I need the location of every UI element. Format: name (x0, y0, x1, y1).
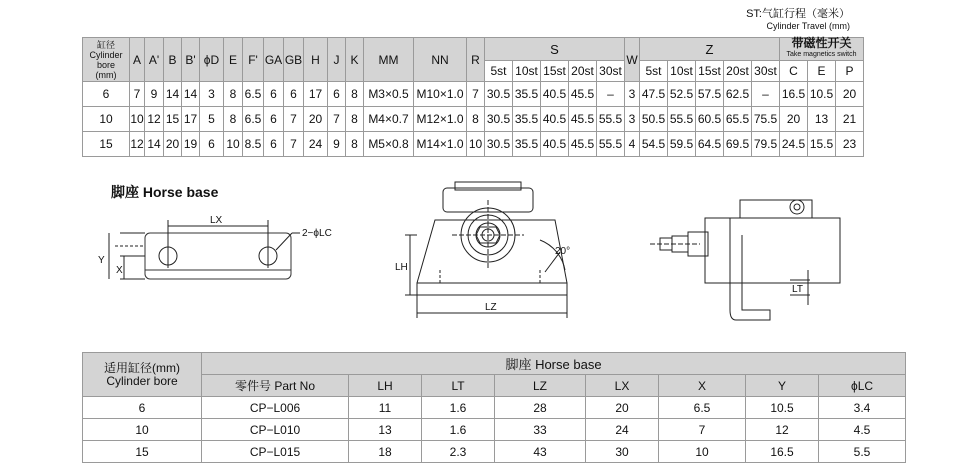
dim-cell: 8 (346, 107, 364, 132)
dim-label-lc: 2−ϕLC (302, 228, 332, 239)
dim-label-angle: 20° (555, 246, 571, 257)
bore-cell: 6 (83, 82, 130, 107)
switch-cell: 21 (836, 107, 864, 132)
horse-col-header: X (659, 375, 746, 397)
table-row (83, 82, 864, 107)
s-cell: 45.5 (569, 107, 597, 132)
s-cell: 45.5 (569, 132, 597, 157)
switch-col-label: P (836, 61, 864, 82)
horse-cell: 2.3 (422, 441, 495, 463)
dim-cell: M14×1.0 (414, 132, 467, 157)
dim-cell: 15 (164, 107, 182, 132)
dim-label-lz: LZ (485, 302, 497, 313)
table-row (83, 441, 906, 463)
col-header: MM (364, 38, 414, 82)
horse-base-table (82, 352, 906, 463)
horse-cell: 5.5 (819, 441, 906, 463)
z-cell: 52.5 (668, 82, 696, 107)
dim-cell: 14 (182, 82, 200, 107)
dim-cell: 5 (200, 107, 224, 132)
s-stroke-label: 10st (513, 61, 541, 82)
z-cell: 47.5 (640, 82, 668, 107)
dim-cell: M10×1.0 (414, 82, 467, 107)
col-header: E (224, 38, 243, 82)
switch-col-label: C (780, 61, 808, 82)
s-stroke-label: 15st (541, 61, 569, 82)
side-view-drawing (650, 200, 840, 320)
switch-col-label: E (808, 61, 836, 82)
dim-cell: 6.5 (243, 82, 264, 107)
w-header: W (625, 38, 640, 82)
bore-cell: 6 (83, 397, 202, 419)
dim-label-lt: LT (792, 284, 803, 295)
horse-base-drawings (0, 170, 954, 345)
section-title: 脚座 Horse base (111, 184, 219, 200)
horse-cell: 33 (495, 419, 586, 441)
dim-cell: 12 (130, 132, 145, 157)
dim-cell: 7 (284, 132, 304, 157)
dim-cell: 6 (200, 132, 224, 157)
col-header: J (328, 38, 346, 82)
col-header: A (130, 38, 145, 82)
dim-label-lh: LH (395, 262, 408, 273)
s-cell: – (597, 82, 625, 107)
dim-label-y: Y (98, 255, 105, 266)
horse-col-header: ϕLC (819, 375, 906, 397)
table-row (83, 107, 864, 132)
table-row (83, 419, 906, 441)
col-header: GA (264, 38, 284, 82)
horse-cell: 6.5 (659, 397, 746, 419)
horse-bore-header (83, 353, 202, 397)
horse-cell: 24 (586, 419, 659, 441)
bore-cell: 15 (83, 441, 202, 463)
cylinder-travel-caption (746, 8, 850, 32)
z-cell: 57.5 (696, 82, 724, 107)
dim-cell: 17 (182, 107, 200, 132)
horse-cell: 20 (586, 397, 659, 419)
horse-cell: CP−L010 (202, 419, 349, 441)
col-header: R (467, 38, 485, 82)
bore-header-en: Cylinder bore (89, 49, 123, 70)
dim-cell: 19 (182, 132, 200, 157)
switch-header-cn: 带磁性开关 (791, 36, 852, 50)
w-cell: 3 (625, 107, 640, 132)
horse-cell: CP−L015 (202, 441, 349, 463)
horse-cell: 3.4 (819, 397, 906, 419)
s-cell: 35.5 (513, 82, 541, 107)
horse-col-header: LX (586, 375, 659, 397)
s-cell: 45.5 (569, 82, 597, 107)
horse-col-header: Y (746, 375, 819, 397)
col-header: ϕD (200, 38, 224, 82)
horse-col-header: LZ (495, 375, 586, 397)
dim-cell: 14 (164, 82, 182, 107)
dim-cell: 8.5 (243, 132, 264, 157)
dim-cell: 8 (224, 82, 243, 107)
z-cell: 79.5 (752, 132, 780, 157)
base-plate-drawing (109, 220, 300, 279)
dim-cell: 6 (264, 82, 284, 107)
z-cell: 59.5 (668, 132, 696, 157)
col-header: GB (284, 38, 304, 82)
switch-cell: 23 (836, 132, 864, 157)
s-cell: 30.5 (485, 107, 513, 132)
z-cell: 60.5 (696, 107, 724, 132)
horse-col-header: LT (422, 375, 495, 397)
switch-header (780, 38, 864, 61)
dim-cell: M4×0.7 (364, 107, 414, 132)
dim-cell: 7 (467, 82, 485, 107)
dim-cell: 17 (304, 82, 328, 107)
dim-cell: 9 (328, 132, 346, 157)
horse-cell: 28 (495, 397, 586, 419)
dim-cell: 20 (304, 107, 328, 132)
horse-cell: 1.6 (422, 419, 495, 441)
dimensions-table (82, 37, 864, 157)
col-header: F' (243, 38, 264, 82)
w-cell: 3 (625, 82, 640, 107)
dim-cell: 10 (130, 107, 145, 132)
horse-bore-header-en: Cylinder bore (106, 373, 178, 388)
horse-cell: 18 (349, 441, 422, 463)
z-cell: 55.5 (668, 107, 696, 132)
horse-cell: 10.5 (746, 397, 819, 419)
col-header: K (346, 38, 364, 82)
dim-cell: 24 (304, 132, 328, 157)
horse-cell: 11 (349, 397, 422, 419)
s-cell: 40.5 (541, 132, 569, 157)
switch-cell: 10.5 (808, 82, 836, 107)
bore-cell: 10 (83, 419, 202, 441)
s-cell: 40.5 (541, 82, 569, 107)
switch-cell: 24.5 (780, 132, 808, 157)
s-cell: 40.5 (541, 107, 569, 132)
z-cell: 65.5 (724, 107, 752, 132)
travel-caption-en: Cylinder Travel (mm) (766, 21, 850, 31)
dim-cell: 8 (224, 107, 243, 132)
bore-cell: 10 (83, 107, 130, 132)
dim-cell: 7 (284, 107, 304, 132)
horse-cell: 10 (659, 441, 746, 463)
z-cell: 54.5 (640, 132, 668, 157)
col-header: NN (414, 38, 467, 82)
dim-cell: 6 (328, 82, 346, 107)
z-stroke-label: 15st (696, 61, 724, 82)
col-header: B' (182, 38, 200, 82)
bore-header (83, 38, 130, 82)
z-header: Z (640, 38, 780, 61)
w-cell: 4 (625, 132, 640, 157)
switch-cell: 16.5 (780, 82, 808, 107)
z-stroke-label: 5st (640, 61, 668, 82)
s-cell: 35.5 (513, 132, 541, 157)
dim-cell: 6 (264, 132, 284, 157)
z-stroke-label: 10st (668, 61, 696, 82)
dim-cell: 6 (264, 107, 284, 132)
switch-header-en: Take magnetics switch (786, 51, 857, 58)
bore-header-cn: 缸径 (96, 39, 115, 50)
dim-label-x: X (116, 265, 123, 276)
horse-cell: 1.6 (422, 397, 495, 419)
dim-cell: 7 (328, 107, 346, 132)
z-cell: 75.5 (752, 107, 780, 132)
z-cell: 62.5 (724, 82, 752, 107)
horse-group-header: 脚座 Horse base (202, 353, 906, 375)
switch-cell: 13 (808, 107, 836, 132)
dim-cell: M5×0.8 (364, 132, 414, 157)
s-cell: 55.5 (597, 107, 625, 132)
z-cell: 69.5 (724, 132, 752, 157)
s-cell: 35.5 (513, 107, 541, 132)
z-cell: 50.5 (640, 107, 668, 132)
horse-cell: 30 (586, 441, 659, 463)
s-stroke-label: 20st (569, 61, 597, 82)
s-stroke-label: 30st (597, 61, 625, 82)
dim-cell: 3 (200, 82, 224, 107)
horse-cell: 4.5 (819, 419, 906, 441)
dim-cell: 8 (467, 107, 485, 132)
horse-cell: 43 (495, 441, 586, 463)
travel-caption-cn: ST:气缸行程（毫米） (746, 8, 850, 20)
z-stroke-label: 30st (752, 61, 780, 82)
bore-cell: 15 (83, 132, 130, 157)
col-header: A' (145, 38, 164, 82)
horse-cell: 16.5 (746, 441, 819, 463)
s-cell: 55.5 (597, 132, 625, 157)
z-cell: – (752, 82, 780, 107)
dim-cell: 12 (145, 107, 164, 132)
horse-col-header: LH (349, 375, 422, 397)
dim-cell: 6 (284, 82, 304, 107)
dim-label-lx: LX (210, 215, 223, 226)
dim-cell: 8 (346, 132, 364, 157)
s-cell: 30.5 (485, 82, 513, 107)
col-header: H (304, 38, 328, 82)
dim-cell: 7 (130, 82, 145, 107)
col-header: B (164, 38, 182, 82)
dim-cell: 6.5 (243, 107, 264, 132)
dim-cell: 8 (346, 82, 364, 107)
z-stroke-label: 20st (724, 61, 752, 82)
dim-cell: M3×0.5 (364, 82, 414, 107)
switch-cell: 20 (836, 82, 864, 107)
bore-header-unit: (mm) (95, 69, 117, 80)
s-header: S (485, 38, 625, 61)
table-row (83, 132, 864, 157)
horse-col-header: 零件号 Part No (202, 375, 349, 397)
horse-bore-header-cn: 适用缸径(mm) (104, 360, 180, 375)
switch-cell: 20 (780, 107, 808, 132)
s-stroke-label: 5st (485, 61, 513, 82)
horse-cell: 7 (659, 419, 746, 441)
s-cell: 30.5 (485, 132, 513, 157)
dim-cell: 10 (467, 132, 485, 157)
front-view-drawing (405, 182, 567, 318)
dim-cell: 10 (224, 132, 243, 157)
dim-cell: M12×1.0 (414, 107, 467, 132)
horse-cell: CP−L006 (202, 397, 349, 419)
horse-cell: 13 (349, 419, 422, 441)
z-cell: 64.5 (696, 132, 724, 157)
dim-cell: 9 (145, 82, 164, 107)
table-row (83, 397, 906, 419)
switch-cell: 15.5 (808, 132, 836, 157)
dim-cell: 14 (145, 132, 164, 157)
dim-cell: 20 (164, 132, 182, 157)
horse-cell: 12 (746, 419, 819, 441)
